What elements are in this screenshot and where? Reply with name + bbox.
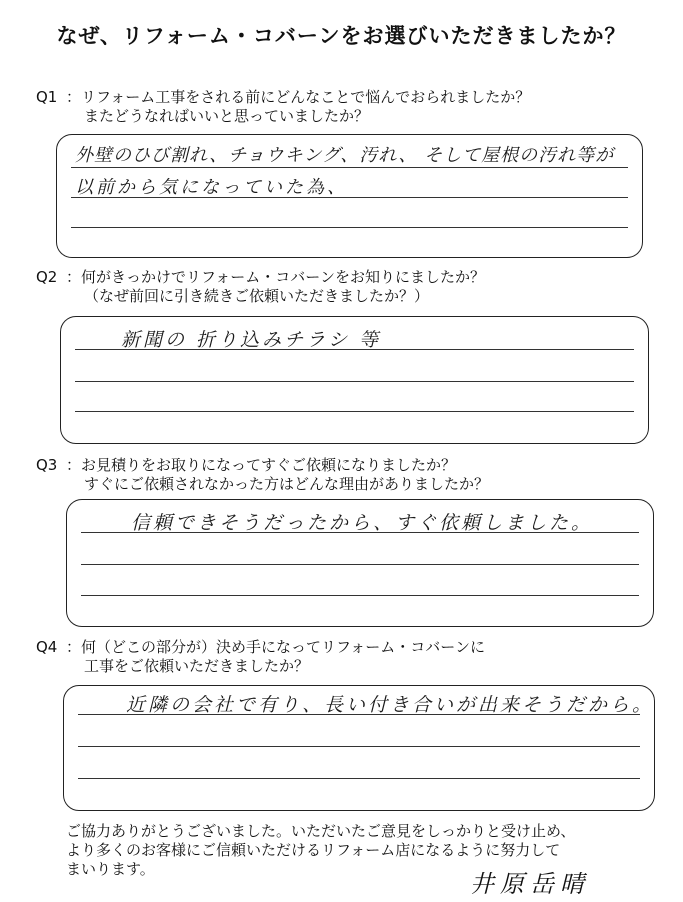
answer-rule [78,746,640,747]
answer-rule [71,167,628,168]
q4-text-line1: ：何（どこの部分が）決め手になってリフォーム・コバーンに [66,638,485,656]
answer-rule [81,564,639,565]
answer-rule [71,227,628,228]
closing-line1: ご協力ありがとうございました。いただいたご意見をしっかりと受け止め、 [66,822,576,840]
closing-line2: より多くのお客様にご信頼いただけるリフォーム店になるように努力して [66,841,561,859]
answer-rule [81,595,639,596]
q4-answer-line1: 近隣の会社で有り、長い付き合いが出来そうだから。 [126,694,655,716]
q4-text-line2: 工事をご依頼いただきましたか？ [84,657,310,675]
q1-text-line1: ：リフォーム工事をされる前にどんなことで悩んでおられましたか？ [66,88,531,106]
q2-label: Q2 [36,268,58,286]
q3-answer-line1: 信頼できそうだったから、すぐ依頼しました。 [131,512,594,534]
answer-rule [78,778,640,779]
q3-answer-box [66,499,654,627]
answer-rule [75,381,634,382]
q3-label: Q3 [36,456,58,474]
page-title: なぜ、リフォーム・コバーンをお選びいただきましたか？ [56,24,627,48]
q4-answer-box [63,685,655,811]
q4-label: Q4 [36,638,58,656]
q2-text-line1: ：何がきっかけでリフォーム・コバーンをお知りにましたか？ [66,268,485,286]
signature: 井原岳晴 [470,870,590,898]
q3-text-line1: ：お見積りをお取りになってすぐご依頼になりましたか？ [66,456,457,474]
q1-answer-box [56,134,643,258]
q1-answer-line2: 以前から気になっていた為、 [75,177,348,198]
q2-answer-line1: 新聞の 折り込みチラシ 等 [121,329,382,351]
q1-answer-line1: 外壁のひび割れ、チョウキング、汚れ、 そして屋根の汚れ等が [75,145,615,166]
q3-text-line2: すぐにご依頼されなかった方はどんな理由がありましたか？ [84,475,490,493]
answer-rule [75,411,634,412]
closing-line3: まいります。 [66,860,155,878]
q2-answer-box [60,316,649,444]
q1-label: Q1 [36,88,58,106]
q1-text-line2: またどうなればいいと思っていましたか？ [84,107,370,125]
q2-text-line2: （なぜ前回に引き続きご依頼いただきましたか？） [84,287,430,305]
